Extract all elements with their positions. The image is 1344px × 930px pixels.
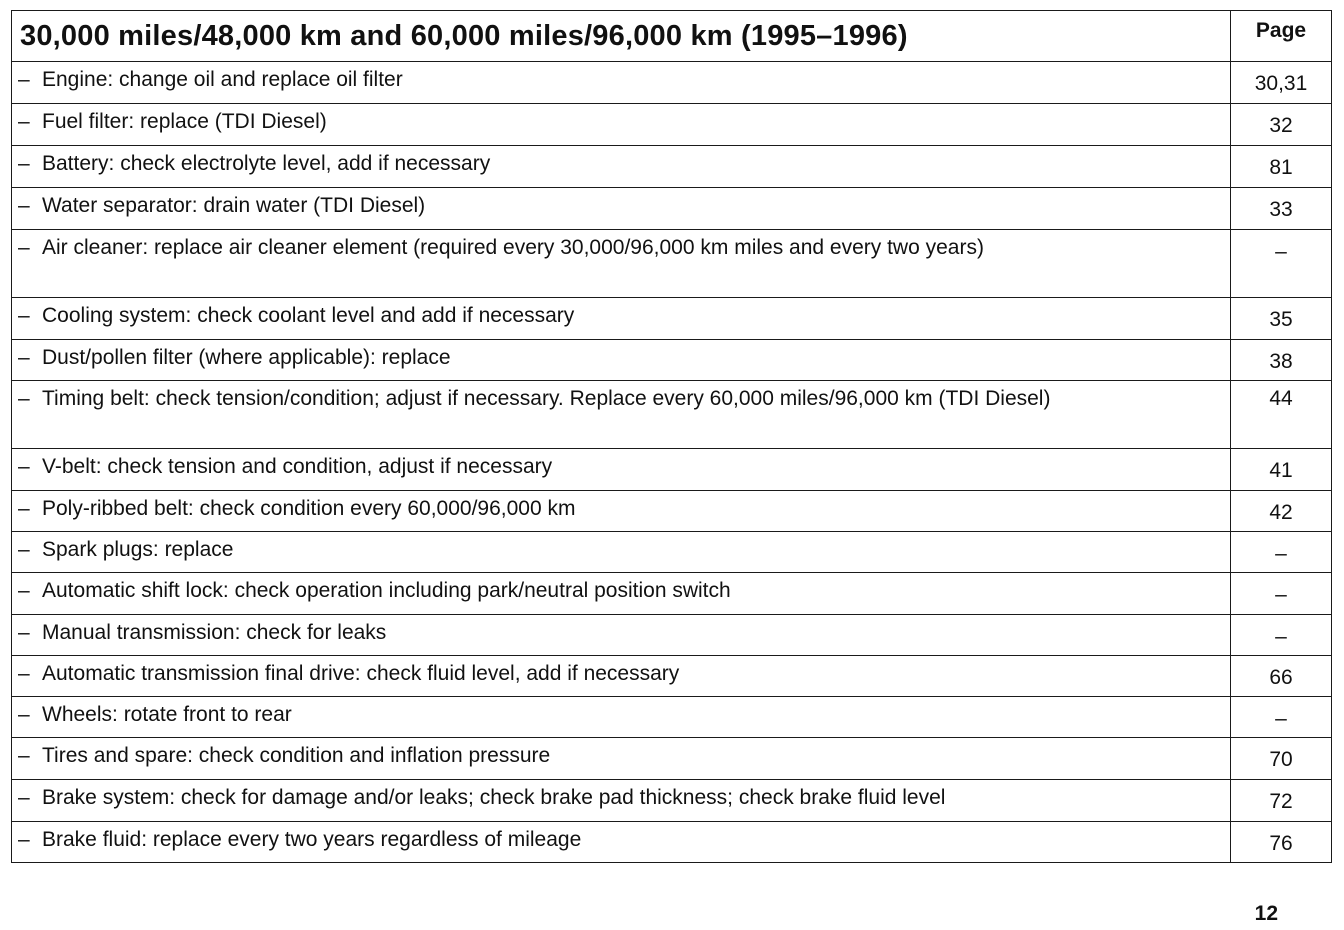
schedule-item-text: Timing belt: check tension/condition; adjust if necessary. Replace every 60,000 miles/96,000 km (TDI Diesel) xyxy=(42,387,1051,410)
table-header-row xyxy=(12,11,1332,62)
table-title: 30,000 miles/48,000 km and 60,000 miles/96,000 km (1995–1996) xyxy=(12,11,1231,62)
page-reference: – xyxy=(1231,615,1332,656)
schedule-item-cell xyxy=(12,104,1231,146)
schedule-item-text: Manual transmission: check for leaks xyxy=(42,621,387,644)
schedule-item-cell xyxy=(12,615,1231,656)
schedule-item xyxy=(18,67,1220,92)
schedule-item-cell xyxy=(12,697,1231,738)
table-row xyxy=(12,381,1332,449)
schedule-item-cell xyxy=(12,449,1231,491)
schedule-item-cell xyxy=(12,532,1231,573)
schedule-item-cell xyxy=(12,381,1231,449)
bullet-dash: – xyxy=(18,110,30,133)
schedule-item xyxy=(18,661,1220,686)
maintenance-schedule-table xyxy=(11,10,1332,863)
schedule-item-text: Brake system: check for damage and/or leaks; check brake pad thickness; check brake fluid level xyxy=(42,786,946,809)
schedule-item xyxy=(18,386,1220,411)
table-row xyxy=(12,449,1332,491)
schedule-item-text: Water separator: drain water (TDI Diesel) xyxy=(42,194,426,217)
schedule-item xyxy=(18,578,1220,603)
page-reference: 72 xyxy=(1231,780,1332,822)
schedule-item xyxy=(18,537,1220,562)
schedule-item-cell xyxy=(12,738,1231,780)
page-reference: 66 xyxy=(1231,656,1332,697)
bullet-dash: – xyxy=(18,828,30,851)
page-reference: 35 xyxy=(1231,298,1332,340)
bullet-dash: – xyxy=(18,703,30,726)
schedule-item xyxy=(18,702,1220,727)
schedule-item xyxy=(18,109,1220,134)
page-column-header: Page xyxy=(1231,11,1332,62)
bullet-dash: – xyxy=(18,236,30,259)
page-reference: 30,31 xyxy=(1231,62,1332,104)
schedule-item-cell xyxy=(12,656,1231,697)
schedule-item-text: Wheels: rotate front to rear xyxy=(42,703,292,726)
page-reference: 32 xyxy=(1231,104,1332,146)
bullet-dash: – xyxy=(18,497,30,520)
page-number: 12 xyxy=(1254,902,1278,925)
page-reference: – xyxy=(1231,532,1332,573)
schedule-item-cell xyxy=(12,822,1231,863)
schedule-item-text: Air cleaner: replace air cleaner element (required every 30,000/96,000 km miles and every two years) xyxy=(42,236,984,259)
schedule-item xyxy=(18,496,1220,521)
table-row xyxy=(12,656,1332,697)
schedule-item-text: Automatic transmission final drive: check fluid level, add if necessary xyxy=(42,662,680,685)
table-row xyxy=(12,62,1332,104)
bullet-dash: – xyxy=(18,538,30,561)
bullet-dash: – xyxy=(18,387,30,410)
schedule-item-cell xyxy=(12,62,1231,104)
table-row xyxy=(12,146,1332,188)
table-row xyxy=(12,697,1332,738)
bullet-dash: – xyxy=(18,68,30,91)
schedule-item-text: Spark plugs: replace xyxy=(42,538,234,561)
schedule-item-text: Brake fluid: replace every two years regardless of mileage xyxy=(42,828,582,851)
page-reference: 76 xyxy=(1231,822,1332,863)
table-row xyxy=(12,104,1332,146)
page-reference: 81 xyxy=(1231,146,1332,188)
bullet-dash: – xyxy=(18,194,30,217)
schedule-item-cell xyxy=(12,780,1231,822)
page-reference: – xyxy=(1231,697,1332,738)
page-reference: 70 xyxy=(1231,738,1332,780)
schedule-item-text: Battery: check electrolyte level, add if necessary xyxy=(42,152,491,175)
page-reference: – xyxy=(1231,573,1332,615)
schedule-item xyxy=(18,193,1220,218)
page-reference: 41 xyxy=(1231,449,1332,491)
bullet-dash: – xyxy=(18,662,30,685)
table-row xyxy=(12,340,1332,381)
table-row xyxy=(12,188,1332,230)
schedule-item-cell xyxy=(12,491,1231,532)
table-row xyxy=(12,615,1332,656)
schedule-item xyxy=(18,827,1220,852)
schedule-item-cell xyxy=(12,188,1231,230)
bullet-dash: – xyxy=(18,621,30,644)
table-row xyxy=(12,780,1332,822)
page-reference: 44 xyxy=(1231,381,1332,449)
schedule-item-cell xyxy=(12,340,1231,381)
table-row xyxy=(12,738,1332,780)
schedule-item-cell xyxy=(12,298,1231,340)
schedule-item xyxy=(18,235,1220,260)
schedule-item-text: Poly-ribbed belt: check condition every 60,000/96,000 km xyxy=(42,497,576,520)
bullet-dash: – xyxy=(18,152,30,175)
table-body xyxy=(12,62,1332,863)
schedule-item-cell xyxy=(12,230,1231,298)
bullet-dash: – xyxy=(18,786,30,809)
page-reference: 38 xyxy=(1231,340,1332,381)
page-reference: – xyxy=(1231,230,1332,298)
schedule-item-cell xyxy=(12,573,1231,615)
table-row xyxy=(12,491,1332,532)
schedule-item-cell xyxy=(12,146,1231,188)
page-reference: 42 xyxy=(1231,491,1332,532)
schedule-item-text: Engine: change oil and replace oil filter xyxy=(42,68,403,91)
table-row xyxy=(12,230,1332,298)
schedule-item-text: Tires and spare: check condition and inflation pressure xyxy=(42,744,551,767)
bullet-dash: – xyxy=(18,744,30,767)
schedule-item xyxy=(18,303,1220,328)
schedule-item xyxy=(18,620,1220,645)
schedule-item xyxy=(18,743,1220,768)
table-row xyxy=(12,298,1332,340)
schedule-item-text: V-belt: check tension and condition, adjust if necessary xyxy=(42,455,553,478)
schedule-item-text: Cooling system: check coolant level and add if necessary xyxy=(42,304,575,327)
table-row xyxy=(12,532,1332,573)
schedule-item-text: Automatic shift lock: check operation including park/neutral position switch xyxy=(42,579,731,602)
schedule-item xyxy=(18,454,1220,479)
table-row xyxy=(12,573,1332,615)
bullet-dash: – xyxy=(18,455,30,478)
schedule-item xyxy=(18,785,1220,810)
schedule-item xyxy=(18,151,1220,176)
schedule-item xyxy=(18,345,1220,370)
bullet-dash: – xyxy=(18,304,30,327)
schedule-item-text: Dust/pollen filter (where applicable): replace xyxy=(42,346,451,369)
bullet-dash: – xyxy=(18,346,30,369)
bullet-dash: – xyxy=(18,579,30,602)
page-reference: 33 xyxy=(1231,188,1332,230)
schedule-item-text: Fuel filter: replace (TDI Diesel) xyxy=(42,110,327,133)
table-row xyxy=(12,822,1332,863)
